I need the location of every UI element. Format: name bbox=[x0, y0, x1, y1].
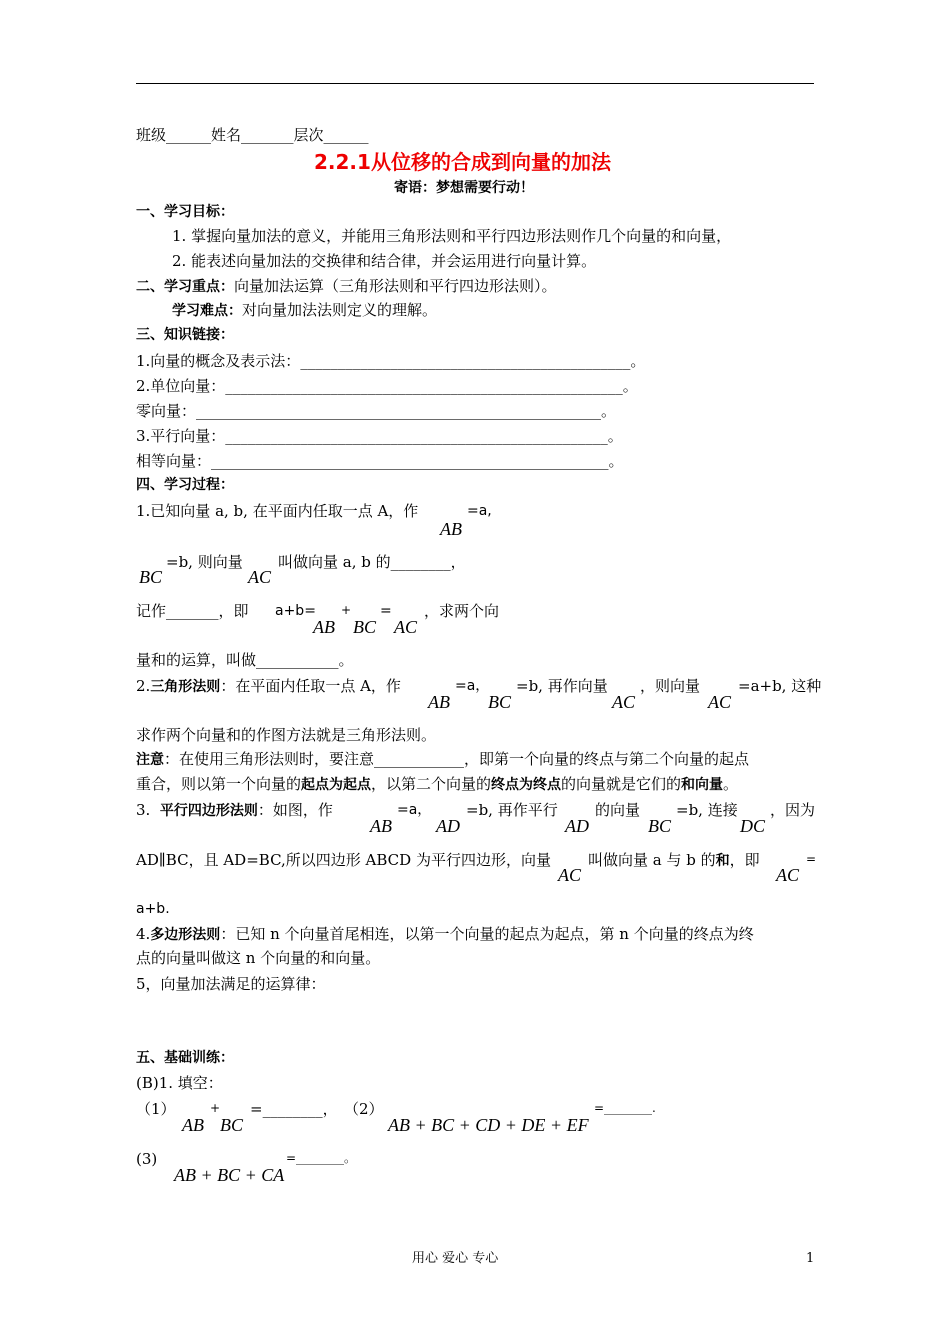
vector-BC: BC bbox=[220, 1115, 244, 1135]
vector-AB: AB bbox=[440, 519, 462, 539]
section5-heading: 五、基础训练： bbox=[136, 1050, 234, 1066]
vector-AC: AC bbox=[708, 692, 732, 712]
difficulty-label: 学习难点： bbox=[172, 303, 242, 319]
link-line-2: 2.单位向量：_____________________________________________________。 bbox=[136, 377, 638, 395]
p2-text-h: 求作两个向量和的作图方法就是三角形法则。 bbox=[136, 726, 437, 744]
goal-item-1: 1. 掌握向量加法的意义，并能用三角形法则和平行四边形法则作几个向量的和向量， bbox=[172, 227, 732, 245]
link-line-1: 1.向量的概念及表示法：____________________________________________。 bbox=[136, 352, 646, 370]
vector-AC: AC bbox=[248, 567, 272, 587]
parallelogram-rule-label: 平行四边形法则 bbox=[159, 803, 258, 819]
link-line-4: 3.平行向量：___________________________________________________。 bbox=[136, 427, 623, 445]
vector-AB: AB bbox=[182, 1115, 204, 1135]
p3-c: 的向量 bbox=[595, 801, 641, 819]
note-bold-start: 起点为起点 bbox=[301, 777, 372, 793]
section4-heading: 四、学习过程： bbox=[136, 477, 234, 493]
p4-line-2: 点的向量叫做这 n 个向量的和向量。 bbox=[136, 949, 381, 967]
vector-AC: AC bbox=[612, 692, 636, 712]
difficulty-line bbox=[172, 303, 437, 318]
vector-BC: BC bbox=[139, 567, 163, 587]
p1-text-b: =a, bbox=[467, 503, 492, 519]
p2-d: =a+b, 这种 bbox=[738, 677, 822, 695]
difficulty-text: 对向量加法法则定义的理解。 bbox=[242, 301, 438, 319]
vector-AC: AC bbox=[558, 865, 582, 885]
p1-text-c: =b, 则向量 bbox=[166, 553, 243, 571]
note-text-2e: 的向量就是它们的 bbox=[561, 775, 682, 793]
p3-line bbox=[136, 803, 333, 818]
note-line-2 bbox=[136, 777, 738, 792]
q1-answer: =________， bbox=[250, 1100, 338, 1118]
student-info-line: 班级______姓名_______层次______ bbox=[136, 126, 369, 144]
motto: 寄语：梦想需要行动！ bbox=[394, 180, 534, 196]
note-line-1 bbox=[136, 752, 749, 767]
goal-item-2: 2. 能表述向量加法的交换律和结合律，并会运用进行向量计算。 bbox=[172, 252, 597, 270]
p1-text-e: 记作_______，即 bbox=[136, 602, 249, 620]
p3-d: =b, 连接 bbox=[676, 801, 738, 819]
note-text-2a: 重合，则以第一个向量的 bbox=[136, 775, 302, 793]
p5-line: 5，向量加法满足的运算律： bbox=[136, 975, 326, 993]
p3-bold-sum: 和 bbox=[715, 853, 730, 869]
polygon-rule-label: 多边形法则 bbox=[150, 927, 221, 943]
equals-sign: = bbox=[380, 603, 392, 619]
q3-answer: =________。 bbox=[286, 1151, 357, 1165]
p2-b: =b, 再作向量 bbox=[516, 677, 608, 695]
vector-BC: BC bbox=[353, 617, 377, 637]
p3-line-j bbox=[588, 853, 760, 868]
p1-text-f: a+b= bbox=[275, 603, 316, 619]
exercise-label: (B)1. 填空： bbox=[136, 1074, 223, 1092]
vector-AB: AB bbox=[313, 617, 335, 637]
note-text-2g: 。 bbox=[723, 775, 739, 793]
p3-text-l: ，即 bbox=[729, 851, 760, 869]
p3-equals: = bbox=[806, 852, 817, 866]
note-bold-sum: 和向量 bbox=[681, 777, 724, 793]
vector-AC: AC bbox=[394, 617, 418, 637]
page-title: 2.2.1从位移的合成到向量的加法 bbox=[314, 150, 611, 174]
vector-AC: AC bbox=[776, 865, 800, 885]
link-line-3: 零向量：______________________________________________________。 bbox=[136, 402, 617, 420]
p1-text-g: ，求两个向 bbox=[424, 602, 500, 620]
vector-BC: BC bbox=[488, 692, 512, 712]
plus-sign: + bbox=[341, 603, 352, 617]
q2-answer: =________. bbox=[594, 1101, 656, 1115]
p3-result: a+b. bbox=[136, 901, 170, 917]
section3-heading: 三、知识链接： bbox=[136, 327, 234, 343]
p1-text-a: 1.已知向量 a, b, 在平面内任取一点 A，作 bbox=[136, 502, 419, 520]
p1-text-d: 叫做向量 a, b 的________， bbox=[278, 553, 466, 571]
vector-AB: AB bbox=[370, 816, 392, 836]
section2-text: 向量加法运算（三角形法则和平行四边形法则）。 bbox=[234, 277, 557, 295]
note-text-2c: ，以第二个向量的 bbox=[371, 775, 492, 793]
vector-BC: BC bbox=[648, 816, 672, 836]
vector-DC: DC bbox=[740, 816, 766, 836]
p4-text: ：已知 n 个向量首尾相连，以第一个向量的起点为起点，第 n 个向量的终点为终 bbox=[220, 925, 754, 943]
p2-a: =a， bbox=[455, 678, 490, 694]
note-label: 注意 bbox=[136, 752, 164, 768]
section1-heading: 一、学习目标： bbox=[136, 204, 234, 220]
top-rule bbox=[136, 83, 814, 84]
p2-number: 2. bbox=[136, 677, 151, 695]
p2-c: ，则向量 bbox=[640, 677, 701, 695]
p4-number: 4. bbox=[136, 925, 151, 943]
q2-label: （2） bbox=[344, 1100, 384, 1118]
p2-text: ：在平面内任取一点 A，作 bbox=[220, 677, 401, 695]
footer-center: 用心 爱心 专心 bbox=[412, 1251, 499, 1266]
note-text-1: ：在使用三角形法则时，要注意____________，即第一个向量的终点与第二个向量的起点 bbox=[164, 750, 750, 768]
p3-text-i: AD∥BC，且 AD=BC,所以四边形 ABCD 为平行四边形，向量 bbox=[136, 851, 551, 869]
section2-heading: 二、学习重点： bbox=[136, 279, 234, 295]
q2-expression: AB + BC + CD + DE + EF bbox=[388, 1115, 589, 1135]
page-number: 1 bbox=[806, 1251, 815, 1266]
vector-AD: AD bbox=[565, 816, 589, 836]
q3-label: (3) bbox=[136, 1150, 158, 1168]
section2-line bbox=[136, 279, 557, 294]
q3-expression: AB + BC + CA bbox=[174, 1165, 285, 1185]
p3-text-j: 叫做向量 a 与 b 的 bbox=[588, 851, 716, 869]
p3-e: ，因为 bbox=[770, 801, 816, 819]
note-bold-end: 终点为终点 bbox=[491, 777, 562, 793]
p1-text-h: 量和的运算，叫做___________。 bbox=[136, 651, 354, 669]
vector-AB: AB bbox=[428, 692, 450, 712]
p3-b: =b, 再作平行 bbox=[466, 801, 558, 819]
p2-line bbox=[136, 679, 401, 694]
p3-a: =a， bbox=[397, 802, 432, 818]
triangle-rule-label: 三角形法则 bbox=[150, 679, 221, 695]
p4-line-1 bbox=[136, 927, 754, 942]
link-line-5: 相等向量：_____________________________________________________。 bbox=[136, 452, 624, 470]
p3-text: ：如图，作 bbox=[257, 801, 333, 819]
vector-AD: AD bbox=[436, 816, 460, 836]
p3-number: 3. bbox=[136, 801, 151, 819]
q1-plus: + bbox=[210, 1101, 221, 1115]
q1-label: （1） bbox=[136, 1100, 176, 1118]
